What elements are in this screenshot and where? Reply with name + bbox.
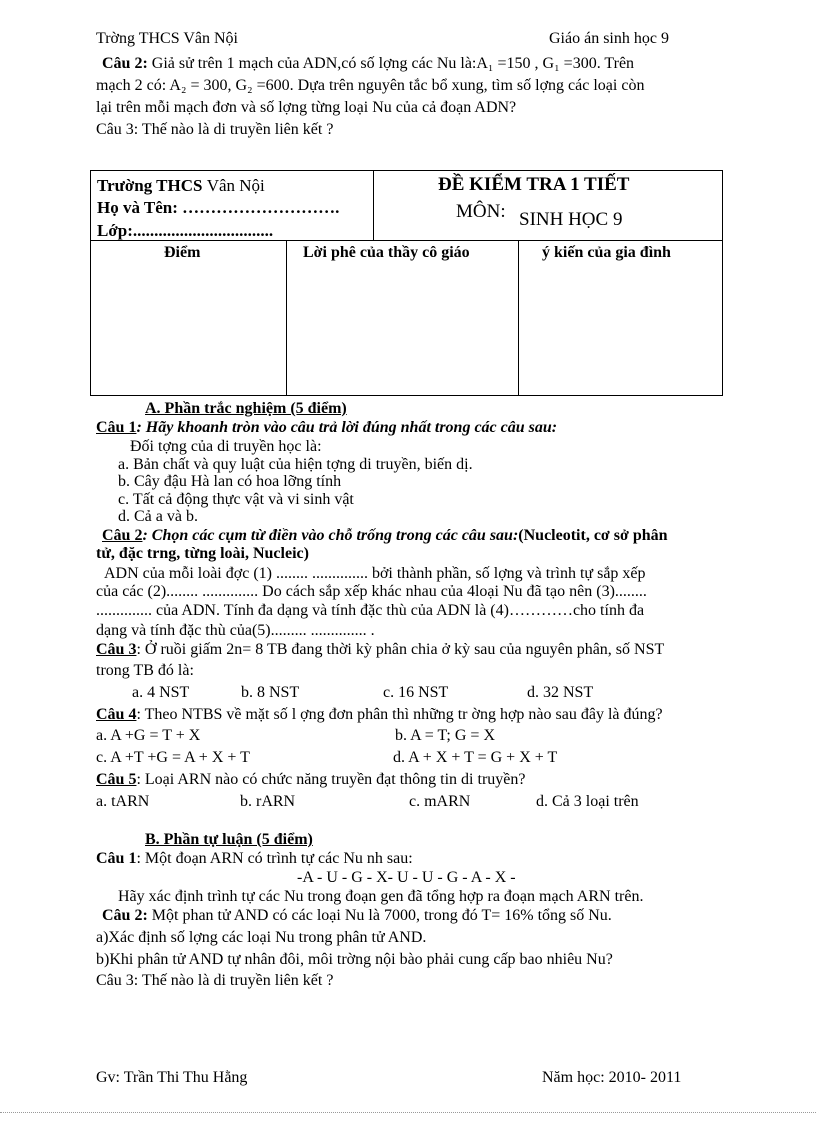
part-a-q3-option: d. 32 NST — [527, 684, 594, 701]
prev-q2-line3: lại trên mỗi mạch đơn và số lợng từng loại Nu của cả đoạn ADN? — [96, 99, 517, 116]
part-b-q1-ask: Hãy xác định trình tự các Nu trong đoạn gen đã tổng hợp ra đoạn mạch ARN trên. — [118, 888, 644, 905]
part-a-title: A. Phần trắc nghiệm (5 điểm) — [145, 400, 347, 417]
footer-teacher: Gv: Trần Thi Thu Hằng — [96, 1069, 248, 1086]
part-a-q1: Câu 1: Hãy khoanh tròn vào câu trả lời đúng nhất trong các câu sau: — [96, 419, 558, 436]
part-a-q3-option: b. 8 NST — [241, 684, 300, 701]
exam-class-field: Lớp:................................. — [97, 221, 274, 240]
part-a-q2-p1: ADN của mỗi loài đợc (1) ........ .............. bởi thành phần, số lợng và trình tự sắp xếp — [104, 565, 646, 582]
col-family-header: ý kiến của gia đình — [542, 244, 671, 261]
header-school: Trờng THCS Vân Nội — [96, 30, 238, 47]
part-a-q4-option-c: c. A +T +G = A + X + T — [96, 749, 250, 766]
part-b-title: B. Phần tự luận (5 điểm) — [145, 831, 313, 848]
part-a-q1-option-a: a. Bản chất và quy luật của hiện tợng di truyền, biến dị. — [118, 456, 473, 473]
header-subject: Giáo án sinh học 9 — [549, 30, 669, 47]
part-a-q5-option: a. tARN — [96, 793, 150, 810]
part-a-q5: Câu 5: Loại ARN nào có chức năng truyền đạt thông tin di truyền? — [96, 771, 526, 788]
part-a-q1-option-c: c. Tất cả động thực vật và vi sinh vật — [118, 491, 354, 508]
prev-q2-line1: Câu 2: Giả sử trên 1 mạch của ADN,có số lợng các Nu là:A₁ =150 , G₁ =300. Trên — [102, 55, 635, 72]
part-a-q2-p3: .............. của ADN. Tính đa dạng và tính đặc thù của ADN là (4)…………cho tính đa — [96, 602, 645, 619]
part-a-q4-option-b: b. A = T; G = X — [395, 727, 495, 744]
part-a-q3-option: a. 4 NST — [132, 684, 190, 701]
exam-subject: SINH HỌC 9 — [519, 209, 623, 230]
part-a-q2-p4: dạng và tính đặc thù của(5)......... .............. . — [96, 622, 375, 639]
part-b-q3: Câu 3: Thế nào là di truyền liên kết ? — [96, 972, 334, 989]
exam-subject-label: MÔN: — [456, 201, 506, 222]
part-b-q2-a: a)Xác định số lợng các loại Nu trong phân tử AND. — [96, 929, 427, 946]
part-a-q5-option: b. rARN — [240, 793, 296, 810]
part-a-q4-option-d: d. A + X + T = G + X + T — [393, 749, 558, 766]
prev-q2-line2: mạch 2 có: A₂ = 300, G₂ =600. Dựa trên nguyên tắc bổ xung, tìm số lợng các loại còn — [96, 77, 645, 94]
part-a-q3-option: c. 16 NST — [383, 684, 449, 701]
part-a-q5-option: d. Cả 3 loại trên — [536, 793, 639, 810]
part-b-q1: Câu 1: Một đoạn ARN có trình tự các Nu nh sau: — [96, 850, 413, 867]
part-a-q5-option: c. mARN — [409, 793, 471, 810]
exam-school: Trường THCS Vân Nội — [97, 176, 265, 195]
exam-title: ĐỀ KIỂM TRA 1 TIẾT — [438, 174, 630, 195]
part-a-q2-p2: của các (2)........ .............. Do cách sắp xếp khác nhau của 4loại Nu đã tạo nên (3)........ — [96, 583, 647, 600]
col-score-header: Điểm — [164, 244, 201, 261]
exam-name-field: Họ và Tên: ………………………. — [97, 198, 340, 217]
part-a-q3: Câu 3: Ở ruồi giấm 2n= 8 TB đang thời kỳ phân chia ở kỳ sau của nguyên phân, số NST — [96, 641, 665, 658]
part-a-q2-words: tử, đặc trng, từng loài, Nucleic) — [96, 545, 309, 562]
part-a-q1-option-b: b. Cây đậu Hà lan có hoa lỡng tính — [118, 473, 342, 490]
col-teacher-header: Lời phê của thầy cô giáo — [303, 244, 470, 261]
part-b-q1-sequence: -A - U - G - X- U - U - G - A - X - — [297, 869, 516, 886]
part-b-q2: Câu 2: Một phan tử AND có các loại Nu là 7000, trong đó T= 16% tổng số Nu. — [102, 907, 612, 924]
part-a-q3-text2: trong TB đó là: — [96, 662, 194, 679]
part-a-q1-option-d: d. Cả a và b. — [118, 508, 198, 525]
part-b-q2-b: b)Khi phân tử AND tự nhân đôi, môi trờng nội bào phải cung cấp bao nhiêu Nu? — [96, 951, 613, 968]
page-bottom-border — [0, 1112, 816, 1113]
footer-year: Năm học: 2010- 2011 — [542, 1069, 682, 1086]
part-a-q4: Câu 4: Theo NTBS về mặt số l ợng đơn phân thì những tr ờng hợp nào sau đây là đúng? — [96, 706, 663, 723]
prev-q3: Câu 3: Thế nào là di truyền liên kết ? — [96, 121, 334, 138]
part-a-q1-stem: Đối tợng của di truyền học là: — [130, 438, 322, 455]
part-a-q4-option-a: a. A +G = T + X — [96, 727, 201, 744]
part-a-q2: Câu 2: Chọn các cụm từ điền vào chỗ trống trong các câu sau:(Nucleotit, cơ sở phân — [102, 527, 668, 544]
